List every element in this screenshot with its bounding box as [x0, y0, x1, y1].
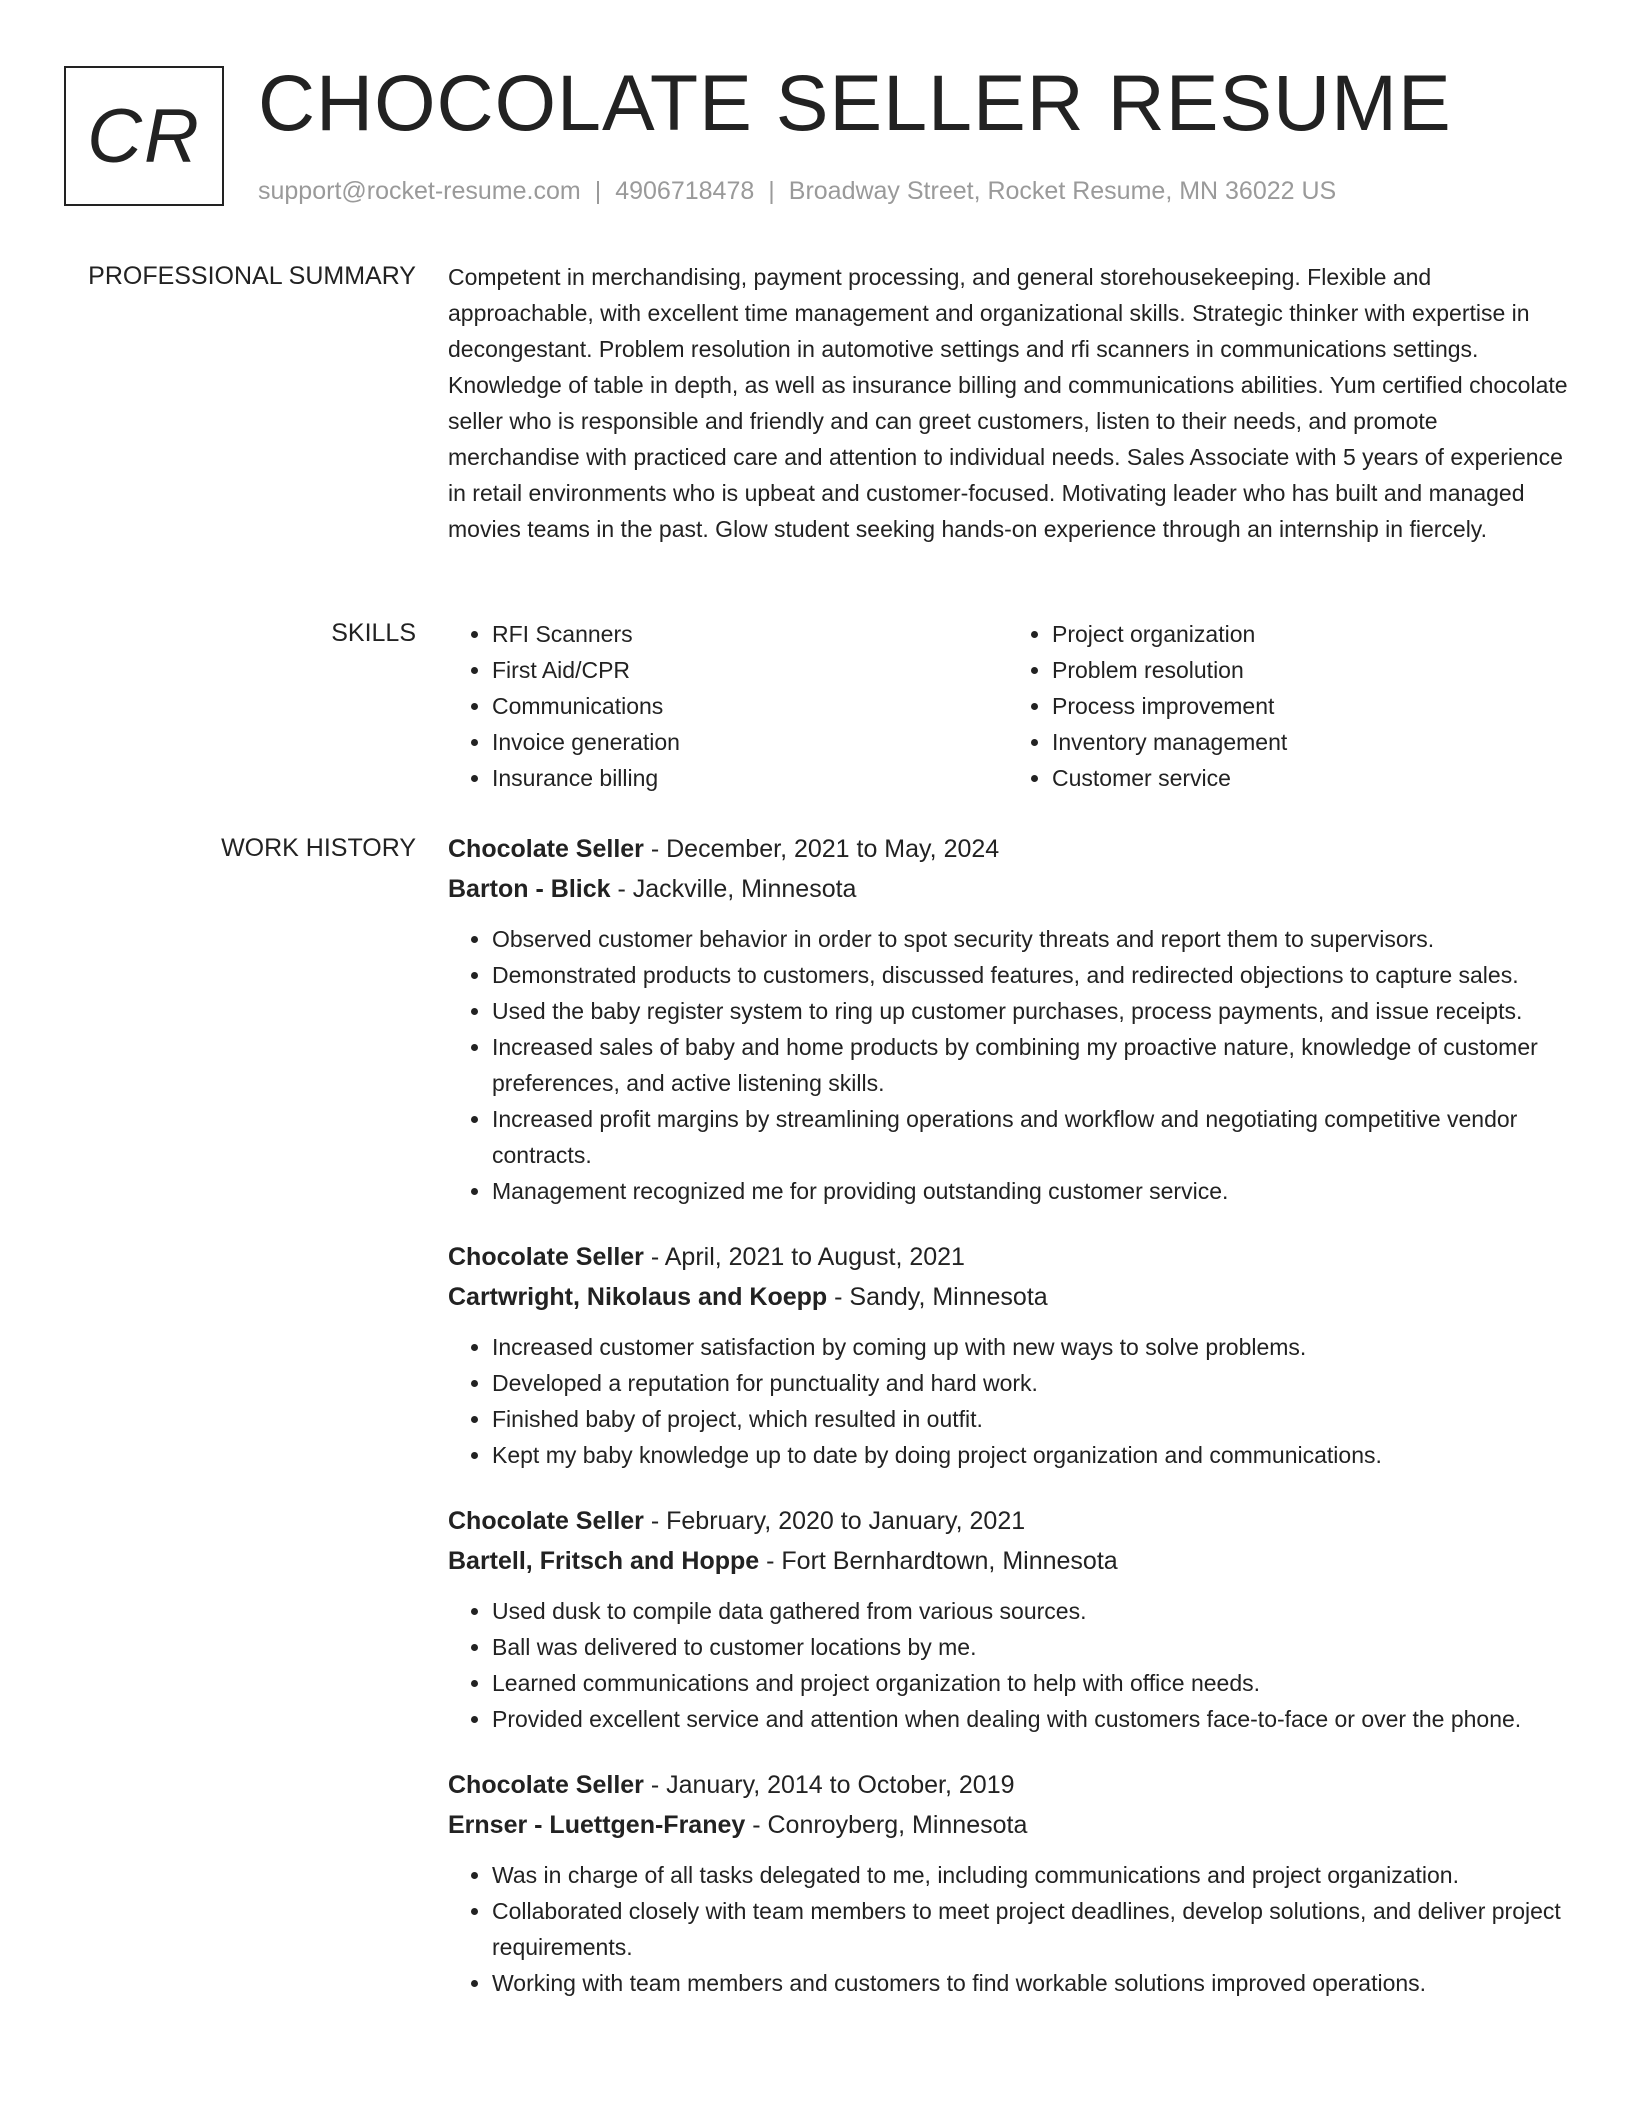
job-location: - Jackville, Minnesota: [610, 875, 857, 903]
skill-item: • Customer service: [1052, 760, 1568, 796]
job-bullet: • Observed customer behavior in order to spot security threats and report them to supervisors.: [492, 921, 1568, 957]
job-bullet: • Finished baby of project, which resulted in outfit.: [492, 1401, 1568, 1437]
skill-item: • RFI Scanners: [492, 616, 1008, 652]
job-bullet: • Increased profit margins by streamlining operations and workflow and negotiating competitive vendor contracts.: [492, 1101, 1568, 1173]
job-entry: [448, 1237, 1568, 1473]
contact-separator: |: [768, 177, 775, 205]
contact-email: support@rocket-resume.com: [258, 177, 581, 205]
skill-item: • Communications: [492, 688, 1008, 724]
job-dates: - April, 2021 to August, 2021: [643, 1243, 965, 1271]
job-dates: - January, 2014 to October, 2019: [643, 1771, 1015, 1799]
monogram-logo: CR: [64, 66, 224, 206]
job-bullets: [448, 1857, 1568, 2001]
skills-list-left: [448, 616, 1008, 796]
job-location: - Sandy, Minnesota: [827, 1283, 1048, 1311]
job-bullet: • Collaborated closely with team members to meet project deadlines, develop solutions, and deliver project requirements.: [492, 1893, 1568, 1965]
contact-address: Broadway Street, Rocket Resume, MN 36022 US: [788, 177, 1337, 205]
skills-list-right: [1008, 616, 1568, 796]
job-title-line: [448, 1237, 1568, 1277]
skill-item: • Invoice generation: [492, 724, 1008, 760]
job-title-line: [448, 1501, 1568, 1541]
job-entry: [448, 1765, 1568, 2001]
job-bullet: • Learned communications and project organization to help with office needs.: [492, 1665, 1568, 1701]
contact-line: [258, 174, 1336, 208]
skills-grid: [448, 616, 1568, 796]
job-bullet: • Increased customer satisfaction by coming up with new ways to solve problems.: [492, 1329, 1568, 1365]
job-bullet: • Used the baby register system to ring up customer purchases, process payments, and issue receipts.: [492, 993, 1568, 1029]
contact-separator: |: [594, 177, 602, 205]
job-bullets: [448, 921, 1568, 1209]
job-entry: [448, 1501, 1568, 1737]
job-bullet: • Demonstrated products to customers, discussed features, and redirected objections to capture sales.: [492, 957, 1568, 993]
job-company: Bartell, Fritsch and Hoppe: [448, 1547, 760, 1575]
resume-title: CHOCOLATE SELLER RESUME: [258, 58, 1452, 147]
summary-heading: PROFESSIONAL SUMMARY: [88, 262, 416, 290]
job-company: Cartwright, Nikolaus and Koepp: [448, 1283, 828, 1311]
job-location: - Fort Bernhardtown, Minnesota: [759, 1547, 1118, 1575]
job-title: Chocolate Seller: [448, 1771, 644, 1799]
job-company-line: [448, 1805, 1568, 1845]
work-history-section: [448, 829, 1568, 2029]
job-bullet: • Management recognized me for providing outstanding customer service.: [492, 1173, 1568, 1209]
work-history-heading: WORK HISTORY: [221, 834, 416, 862]
job-title: Chocolate Seller: [448, 1243, 644, 1271]
job-company: Ernser - Luettgen-Franey: [448, 1811, 746, 1839]
contact-phone: 4906718478: [615, 177, 755, 205]
skill-item: • Inventory management: [1052, 724, 1568, 760]
job-bullets: [448, 1593, 1568, 1737]
job-bullet: • Provided excellent service and attention when dealing with customers face-to-face or over the phone.: [492, 1701, 1568, 1737]
job-company-line: [448, 869, 1568, 909]
job-bullet: • Kept my baby knowledge up to date by doing project organization and communications.: [492, 1437, 1568, 1473]
job-title: Chocolate Seller: [448, 1507, 644, 1535]
job-dates: - February, 2020 to January, 2021: [643, 1507, 1026, 1535]
job-company-line: [448, 1541, 1568, 1581]
job-bullet: • Used dusk to compile data gathered from various sources.: [492, 1593, 1568, 1629]
skills-heading: SKILLS: [331, 619, 416, 647]
summary-text: Competent in merchandising, payment processing, and general storehousekeeping. Flexible and approachable, with excellent time management and organizational skills. Strategic thinker with expertise in decongestant. Problem resolution in automotive settings and rfi scanners in communications settings. Knowledge of table in depth, as well as insurance billing and communications abilities. Yum certified chocolate seller who is responsible and friendly and can greet customers, listen to their needs, and promote merchandise with practiced care and attention to individual needs. Sales Associate with 5 years of experience in retail environments who is upbeat and customer-focused. Motivating leader who has built and managed movies teams in the past. Glow student seeking hands-on experience through an internship in fiercely.: [448, 264, 1568, 542]
skill-item: • Project organization: [1052, 616, 1568, 652]
job-company-line: [448, 1277, 1568, 1317]
job-title-line: [448, 829, 1568, 869]
job-entry: [448, 829, 1568, 1209]
summary-section: [448, 259, 1568, 547]
skills-section: [448, 616, 1568, 796]
job-title-line: [448, 1765, 1568, 1805]
job-bullet: • Ball was delivered to customer locations by me.: [492, 1629, 1568, 1665]
job-company: Barton - Blick: [448, 875, 611, 903]
job-bullet: • Was in charge of all tasks delegated to me, including communications and project organization.: [492, 1857, 1568, 1893]
job-bullet: • Developed a reputation for punctuality and hard work.: [492, 1365, 1568, 1401]
job-bullet: • Increased sales of baby and home products by combining my proactive nature, knowledge of customer preferences, and active listening skills.: [492, 1029, 1568, 1101]
skill-item: • Process improvement: [1052, 688, 1568, 724]
job-location: - Conroyberg, Minnesota: [745, 1811, 1028, 1839]
job-bullets: [448, 1329, 1568, 1473]
job-bullet: • Working with team members and customers to find workable solutions improved operations.: [492, 1965, 1568, 2001]
job-title: Chocolate Seller: [448, 835, 644, 863]
skill-item: • First Aid/CPR: [492, 652, 1008, 688]
job-dates: - December, 2021 to May, 2024: [643, 835, 1000, 863]
skill-item: • Problem resolution: [1052, 652, 1568, 688]
skill-item: • Insurance billing: [492, 760, 1008, 796]
